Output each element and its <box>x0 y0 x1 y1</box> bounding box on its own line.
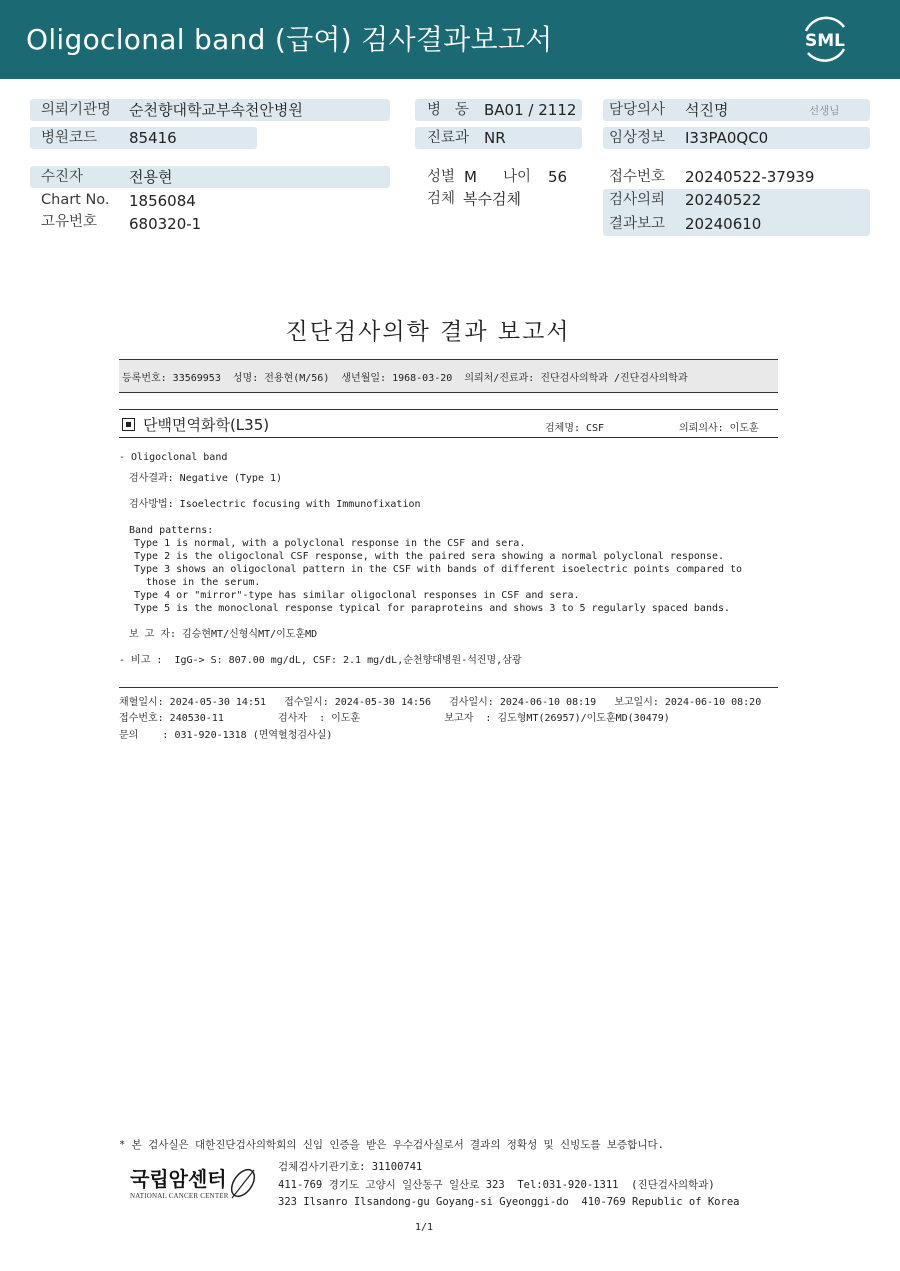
request-value: 20240522 <box>685 191 762 209</box>
patient-label: 수진자 <box>41 169 84 185</box>
band-line: Type 1 is normal, with a polyclonal response in the CSF and sera. <box>134 538 526 549</box>
specimen-name: 검체명: CSF <box>545 423 605 434</box>
age-value: 56 <box>548 168 568 186</box>
address-line: 323 Ilsanro Ilsandong-gu Goyang-si Gyeonggi-do 410-769 Republic of Korea <box>278 1196 740 1208</box>
report-header-title: Oligoclonal band (급여) 검사결과보고서 <box>26 23 553 56</box>
id-label: 고유번호 <box>41 214 98 230</box>
clinical-label: 임상정보 <box>609 130 666 146</box>
band-line: Type 4 or "mirror"-type has similar oligoclonal responses in CSF and sera. <box>134 590 580 601</box>
band-line: Type 2 is the oligoclonal CSF response, with the paired sera showing a normal polyclonal response. <box>134 551 725 562</box>
doctor-value: 석진명 <box>685 101 729 119</box>
sml-logo-icon <box>798 13 852 65</box>
chart-value: 1856084 <box>129 192 196 210</box>
sex-value: M <box>464 168 477 186</box>
id-value: 680320-1 <box>129 215 202 233</box>
ward-value: BA01 / 2112 <box>484 101 577 119</box>
leaf-logo-icon <box>228 1166 258 1202</box>
section-title-row <box>122 414 269 435</box>
receipt-label: 접수번호 <box>609 169 666 185</box>
clinical-value: I33PA0QC0 <box>685 129 769 147</box>
receipt-value: 20240522-37939 <box>685 168 815 186</box>
doctor-label: 담당의사 <box>609 102 666 118</box>
registration-info-bar <box>119 359 778 393</box>
band-header: Band patterns: <box>129 525 214 536</box>
certification-note: * 본 검사실은 대한진단검사의학회의 신임 인증을 받은 우수검사실로서 결과의 정확성 및 신빙도를 보증합니다. <box>119 1139 664 1151</box>
square-bullet-icon <box>122 418 135 431</box>
section-bottom-rule <box>119 437 778 438</box>
code-value: 85416 <box>129 129 177 147</box>
band-line: Type 5 is the monoclonal response typical for paraproteins and shows 3 to 5 regularly spaced bands. <box>134 603 731 614</box>
hospital-value: 순천향대학교부속천안병원 <box>129 101 303 119</box>
times-line: 접수번호: 240530-11 검사자 : 이도훈 보고자 : 김도형MT(26957)/이도훈MD(30479) <box>119 713 670 724</box>
band-line: Type 3 shows an oligoclonal pattern in the CSF with bands of different isoelectric points compared to <box>134 564 743 575</box>
band-line: those in the serum. <box>134 577 261 588</box>
code-label: 병원코드 <box>41 130 98 146</box>
dept-value: NR <box>484 129 506 147</box>
address-line: 검체검사기관기호: 31100741 <box>278 1161 423 1173</box>
org-name-en: NATIONAL CANCER CENTER <box>130 1192 229 1200</box>
patient-row <box>30 166 390 188</box>
request-label: 검사의뢰 <box>609 192 666 208</box>
report-title: 진단검사의학 결과 보고서 <box>285 319 571 345</box>
page-number: 1/1 <box>415 1222 434 1233</box>
logo-text: SML <box>805 31 845 51</box>
specimen-label: 검체 <box>427 191 456 207</box>
ward-label: 병 동 <box>427 102 469 118</box>
org-name: 국립암센터 <box>130 1167 227 1191</box>
registration-info-text: 등록번호: 33569953 성명: 전용현(M/56) 생년월일: 1968-03-20 의뢰처/진료과: 진단검사의학과 /진단검사의학과 <box>122 373 688 384</box>
specimen-value: 복수검체 <box>463 190 521 208</box>
doctor-suffix: 선생님 <box>809 105 840 117</box>
sex-label: 성별 <box>427 169 456 185</box>
chart-label: Chart No. <box>41 192 110 208</box>
test-name: - Oligoclonal band <box>119 452 228 463</box>
dept-label: 진료과 <box>427 130 470 146</box>
section-title: 단백면역화학(L35) <box>143 416 270 434</box>
times-line: 채혈일시: 2024-05-30 14:51 접수일시: 2024-05-30 14:56 검사일시: 2024-06-10 08:19 보고일시: 2024-06-10 08:20 <box>119 697 762 708</box>
report-date-label: 결과보고 <box>609 216 666 232</box>
patient-value: 전용현 <box>129 168 173 186</box>
address-line: 411-769 경기도 고양시 일산동구 일산로 323 Tel:031-920-1311 (진단검사의학과) <box>278 1179 715 1191</box>
requesting-doctor: 의뢰의사: 이도훈 <box>679 423 759 434</box>
reporter: 보 고 자: 김승현MT/신형식MT/이도훈MD <box>129 629 318 640</box>
section-top-rule <box>119 409 778 410</box>
hospital-label: 의뢰기관명 <box>41 102 112 118</box>
age-label: 나이 <box>503 169 532 185</box>
remark: - 비고 : IgG-> S: 807.00 mg/dL, CSF: 2.1 mg/dL,순천향대병원-석진명,삼광 <box>119 655 522 666</box>
test-method: 검사방법: Isoelectric focusing with Immunofixation <box>129 499 421 510</box>
times-line: 문의 : 031-920-1318 (면역혈청검사실) <box>119 730 333 741</box>
report-date-value: 20240610 <box>685 215 762 233</box>
test-result: 검사결과: Negative (Type 1) <box>129 473 283 484</box>
times-top-rule <box>119 687 778 688</box>
